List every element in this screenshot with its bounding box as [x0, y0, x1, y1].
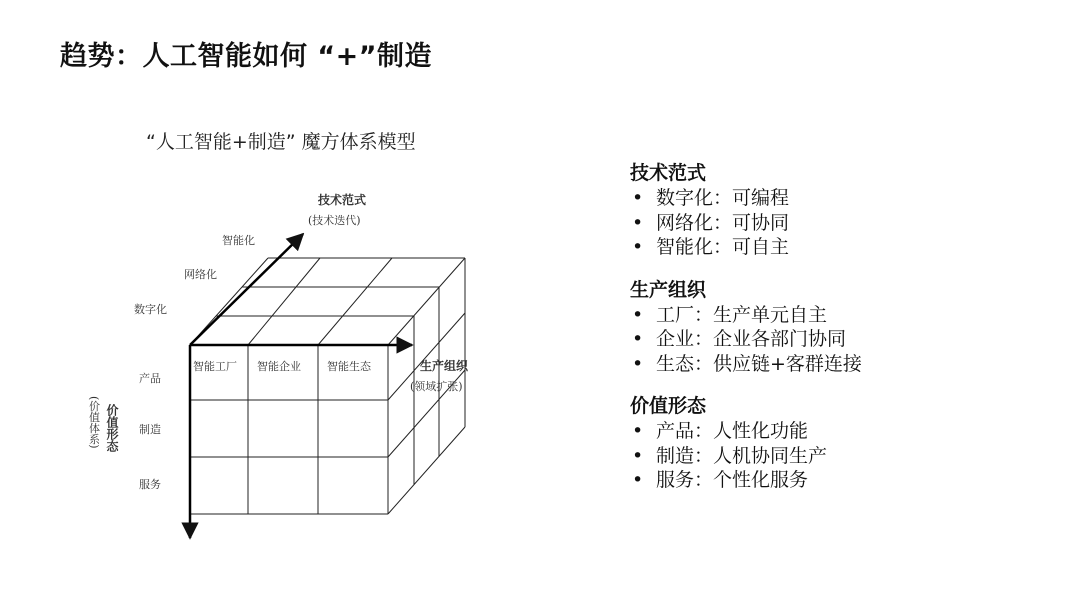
tech-axis-arrow — [190, 234, 303, 345]
org-column-2: 智能企业 — [257, 360, 301, 373]
section-value-form — [630, 393, 1050, 493]
right-axis-note: (领域扩张) — [410, 380, 463, 393]
value-row-3: 服务 — [139, 478, 161, 491]
bullet-item: • 智能化：可自主 — [630, 235, 1050, 260]
tech-level-1: 数字化 — [134, 303, 167, 316]
bullet-item: • 网络化：可协同 — [630, 211, 1050, 236]
page-title: 趋势：人工智能如何 “+”制造 — [60, 41, 433, 72]
bullet-item: • 产品：人性化功能 — [630, 419, 1050, 444]
bullet-item: • 企业：企业各部门协同 — [630, 327, 1050, 352]
org-column-3: 智能生态 — [327, 360, 371, 373]
diagram-caption: “人工智能+制造” 魔方体系模型 — [146, 131, 416, 153]
bullet-item: • 工厂：生产单元自主 — [630, 303, 1050, 328]
section-tech-paradigm — [630, 160, 1050, 260]
value-row-2: 制造 — [139, 423, 161, 436]
axes — [190, 234, 412, 538]
left-axis-name: 价值形态 — [105, 404, 119, 452]
section-heading: 技术范式 — [630, 162, 707, 184]
left-axis-note: (价值体系) — [87, 396, 101, 449]
section-production-org — [630, 277, 1050, 377]
bullet-item: • 服务：个性化服务 — [630, 468, 1050, 493]
bullet-item: • 制造：人机协同生产 — [630, 444, 1050, 469]
section-heading: 生产组织 — [630, 278, 707, 301]
section-heading: 价值形态 — [630, 395, 707, 417]
value-row-1: 产品 — [139, 372, 161, 385]
tech-level-3: 智能化 — [222, 234, 255, 247]
org-column-1: 智能工厂 — [193, 360, 237, 373]
top-axis-name: 技术范式 — [318, 193, 367, 207]
bullet-item: • 生态：供应链+客群连接 — [630, 352, 1050, 377]
tech-level-2: 网络化 — [184, 268, 217, 281]
top-axis-note: (技术迭代) — [308, 214, 361, 227]
explanation-panel — [630, 160, 1050, 510]
bullet-item: • 数字化：可编程 — [630, 186, 1050, 211]
right-axis-name: 生产组织 — [420, 359, 469, 373]
